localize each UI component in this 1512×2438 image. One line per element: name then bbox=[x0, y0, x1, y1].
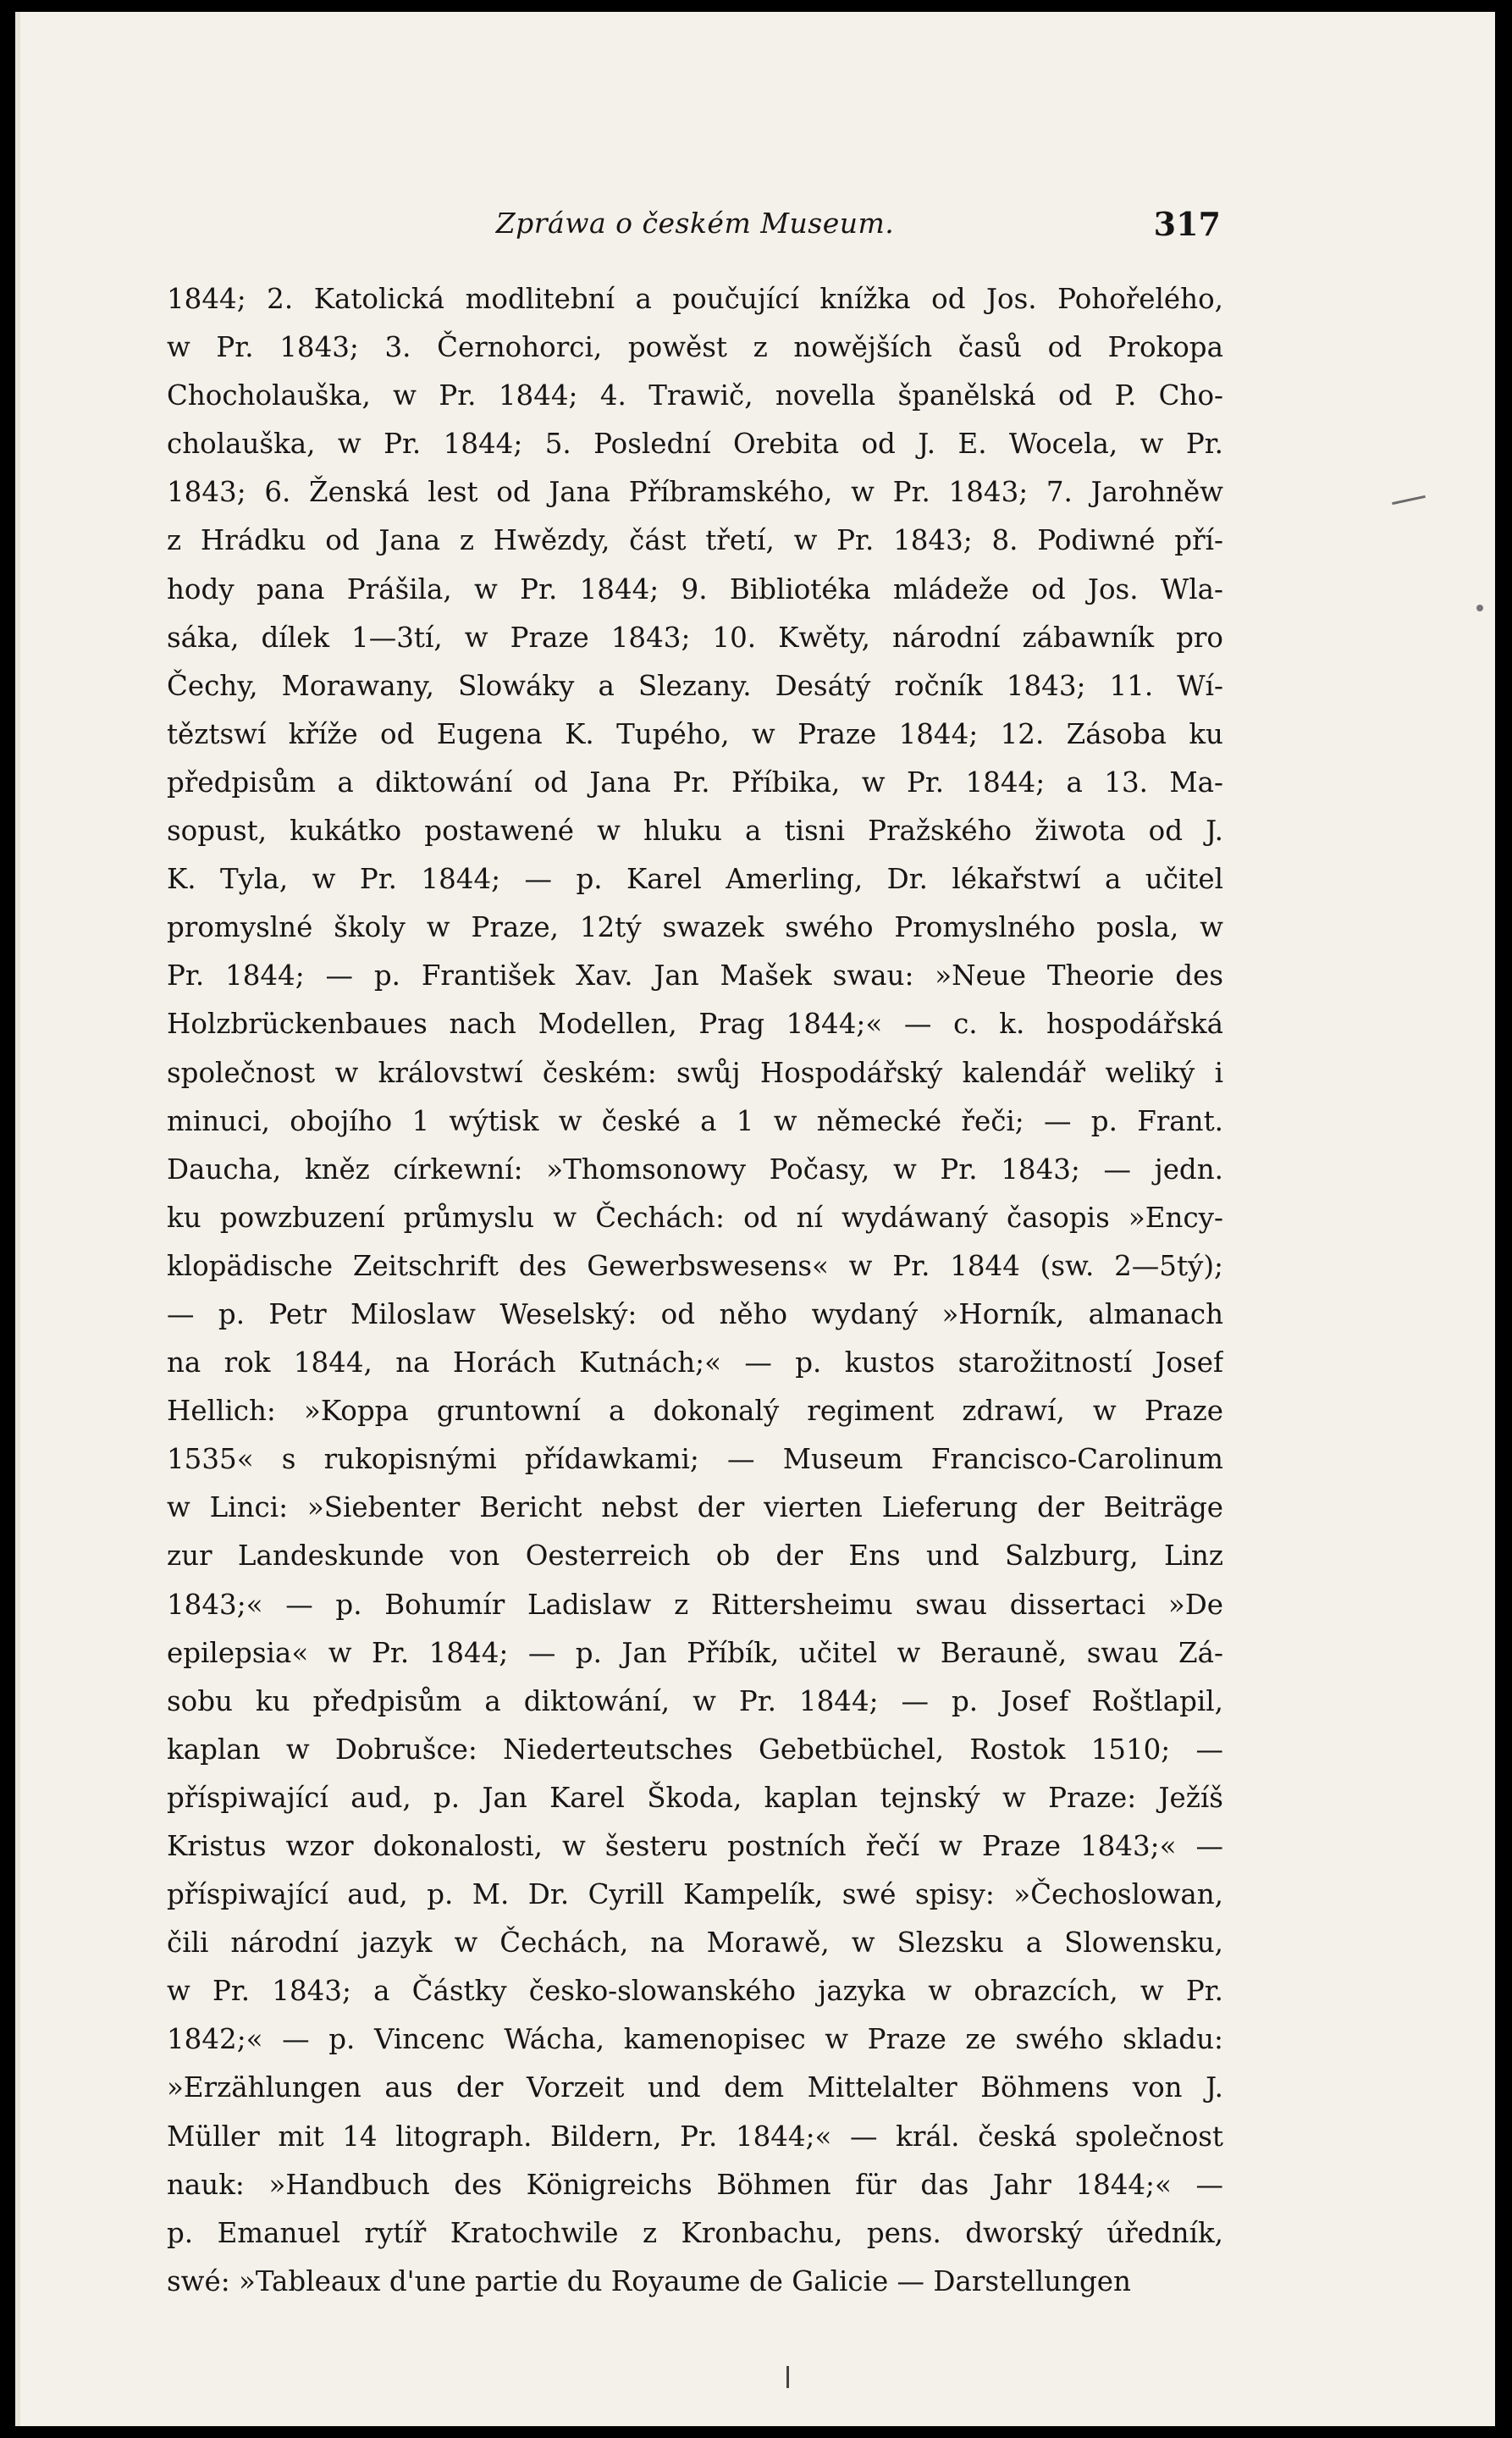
text-line: ku powzbuzení průmyslu w Čechách: od ní wydáwaný časopis »Ency- bbox=[167, 1201, 1223, 1234]
running-title: Zpráwa o českém Museum. bbox=[495, 207, 895, 240]
text-line: »Erzählungen aus der Vorzeit und dem Mittelalter Böhmens von J. bbox=[167, 2071, 1223, 2104]
text-line: z Hrádku od Jana z Hwězdy, část třetí, w Pr. 1843; 8. Podiwné pří- bbox=[167, 524, 1223, 557]
text-line: Čechy, Morawany, Slowáky a Slezany. Desátý ročník 1843; 11. Wí- bbox=[167, 669, 1223, 702]
text-line: zur Landeskunde von Oesterreich ob der Ens und Salzburg, Linz bbox=[167, 1540, 1223, 1573]
text-line: minuci, obojího 1 wýtisk w české a 1 w německé řeči; — p. Frant. bbox=[167, 1104, 1223, 1137]
text-line: w Linci: »Siebenter Bericht nebst der vierten Lieferung der Beiträge bbox=[167, 1491, 1223, 1524]
text-line: čili národní jazyk w Čechách, na Morawě, w Slezsku a Slowensku, bbox=[167, 1927, 1223, 1960]
text-line: na rok 1844, na Horách Kutnách;« — p. kustos starožitností Josef bbox=[167, 1346, 1223, 1379]
text-line: 1843; 6. Ženská lest od Jana Příbramského, w Pr. 1843; 7. Jarohněw bbox=[167, 476, 1223, 509]
text-line: společnost w královstwí českém: swůj Hospodářský kalendář weliký i bbox=[167, 1056, 1223, 1089]
text-line: cholauška, w Pr. 1844; 5. Poslední Orebita od J. E. Wocela, w Pr. bbox=[167, 428, 1223, 461]
text-line: 1843;« — p. Bohumír Ladislaw z Rittersheimu swau dissertaci »De bbox=[167, 1588, 1223, 1621]
text-line: předpisům a diktowání od Jana Pr. Příbika, w Pr. 1844; a 13. Ma- bbox=[167, 766, 1223, 799]
text-line: Müller mit 14 litograph. Bildern, Pr. 1844;« — král. česká společnost bbox=[167, 2120, 1223, 2153]
text-line: p. Emanuel rytíř Kratochwile z Kronbachu, pens. dworský úředník, bbox=[167, 2216, 1223, 2249]
text-line: příspiwající aud, p. M. Dr. Cyrill Kampelík, swé spisy: »Čechoslowan, bbox=[167, 1878, 1223, 1911]
margin-pencil-mark bbox=[1392, 495, 1426, 505]
text-line: 1842;« — p. Vincenc Wácha, kamenopisec w Praze ze swého skladu: bbox=[167, 2023, 1223, 2056]
text-line: Hellich: »Koppa gruntowní a dokonalý regiment zdrawí, w Praze bbox=[167, 1395, 1223, 1428]
text-line: Daucha, kněz církewní: »Thomsonowy Počasy, w Pr. 1843; — jedn. bbox=[167, 1153, 1223, 1186]
text-line: sobu ku předpisům a diktowání, w Pr. 1844; — p. Josef Roštlapil, bbox=[167, 1684, 1223, 1717]
text-line: kaplan w Dobrušce: Niederteutsches Gebetbüchel, Rostok 1510; — bbox=[167, 1733, 1223, 1766]
page-header bbox=[169, 202, 1221, 252]
text-line: swé: »Tableaux d'une partie du Royaume de Galicie — Darstellungen bbox=[167, 2264, 1131, 2297]
text-line: sopust, kukátko postawené w hluku a tisni Pražského žiwota od J. bbox=[167, 815, 1223, 848]
bottom-tick-mark bbox=[786, 2366, 789, 2388]
text-line: klopädische Zeitschrift des Gewerbswesens« w Pr. 1844 (sw. 2—5tý); bbox=[167, 1249, 1223, 1282]
text-line: Chocholauška, w Pr. 1844; 4. Trawič, novella španělská od P. Cho- bbox=[167, 379, 1223, 412]
text-line: — p. Petr Miloslaw Weselský: od něho wydaný »Horník, almanach bbox=[167, 1297, 1223, 1330]
text-line: w Pr. 1843; 3. Černohorci, powěst z nowějších časů od Prokopa bbox=[167, 331, 1223, 364]
text-line: w Pr. 1843; a Částky česko-slowanského jazyka w obrazcích, w Pr. bbox=[167, 1975, 1223, 2008]
text-line: sáka, dílek 1—3tí, w Praze 1843; 10. Kwěty, národní zábawník pro bbox=[167, 621, 1223, 654]
text-line: Pr. 1844; — p. František Xav. Jan Mašek swau: »Neue Theorie des bbox=[167, 959, 1223, 992]
text-line: 1535« s rukopisnými přídawkami; — Museum Francisco-Carolinum bbox=[167, 1443, 1223, 1476]
text-line: příspiwající aud, p. Jan Karel Škoda, kaplan tejnský w Praze: Ježíš bbox=[167, 1781, 1223, 1814]
text-line: Holzbrückenbaues nach Modellen, Prag 1844;« — c. k. hospodářská bbox=[167, 1008, 1223, 1041]
text-line: nauk: »Handbuch des Königreichs Böhmen für das Jahr 1844;« — bbox=[167, 2168, 1223, 2201]
text-line: epilepsia« w Pr. 1844; — p. Jan Příbík, učitel w Berauně, swau Zá- bbox=[167, 1636, 1223, 1669]
text-line: hody pana Prášila, w Pr. 1844; 9. Bibliotéka mládeže od Jos. Wla- bbox=[167, 572, 1223, 605]
text-line: promyslné školy w Praze, 12tý swazek swého Promyslného posla, w bbox=[167, 911, 1223, 944]
text-line: 1844; 2. Katolická modlitební a poučující knížka od Jos. Pohořelého, bbox=[167, 283, 1223, 315]
body-text bbox=[167, 275, 1223, 2306]
margin-dot-mark bbox=[1476, 605, 1483, 611]
text-line: těztswí kříže od Eugena K. Tupého, w Praze 1844; 12. Zásoba ku bbox=[167, 717, 1223, 750]
text-line: Kristus wzor dokonalosti, w šesteru postních řečí w Praze 1843;« — bbox=[167, 1830, 1223, 1862]
page-number: 317 bbox=[1153, 205, 1221, 243]
text-line: K. Tyla, w Pr. 1844; — p. Karel Amerling, Dr. lékařstwí a učitel bbox=[167, 863, 1223, 896]
